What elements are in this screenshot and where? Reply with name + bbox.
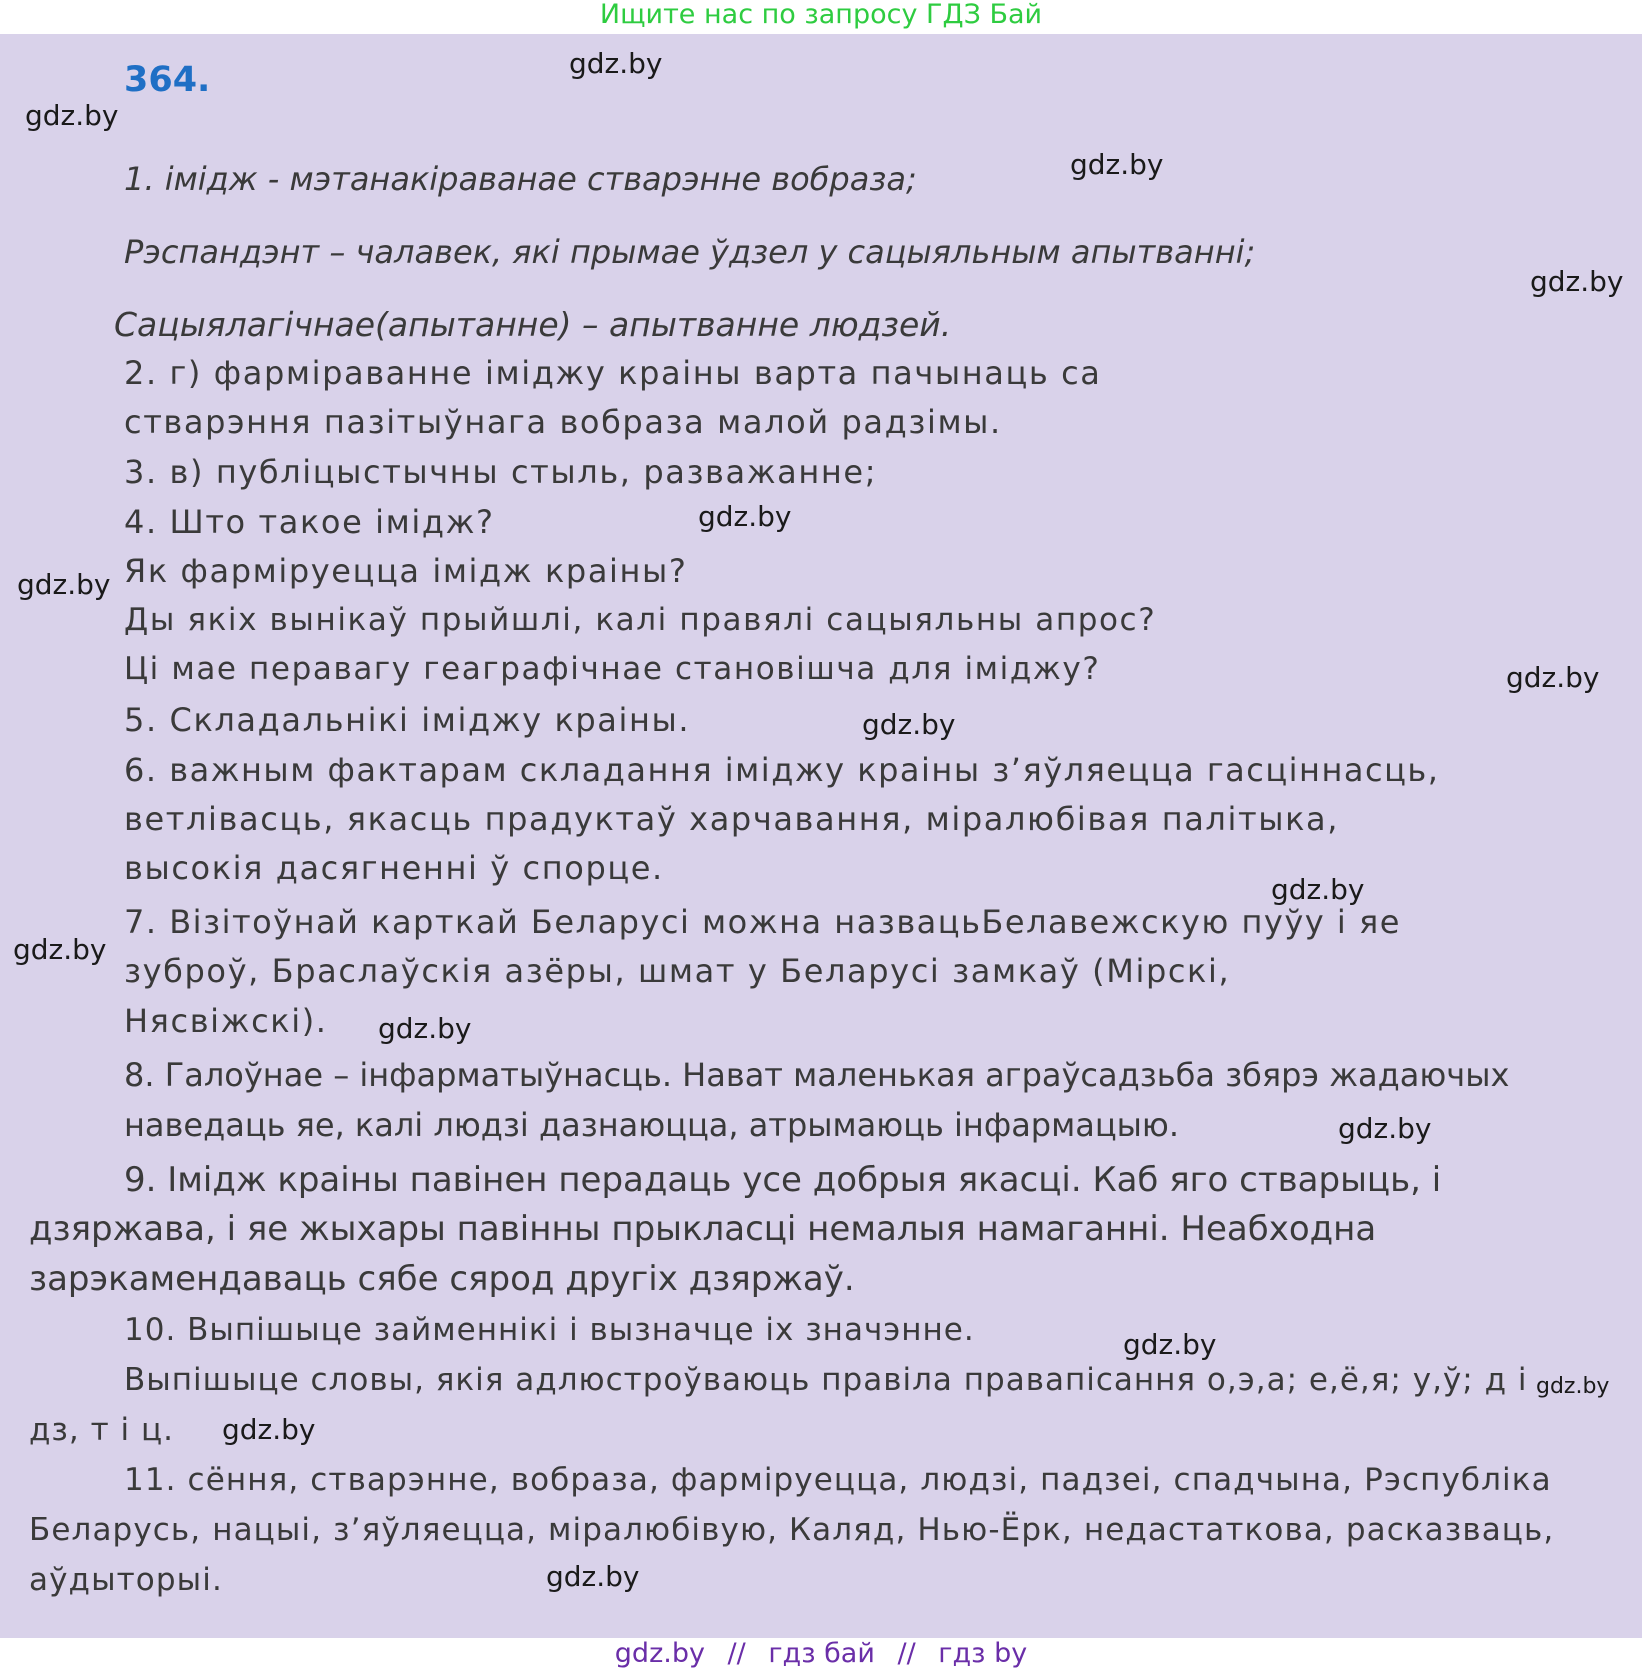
watermark: gdz.by: [862, 708, 956, 741]
answer-line-11: 5. Складальнікі іміджу краіны.: [124, 701, 691, 739]
answer-line-14: высокія дасягненні ў спорце.: [124, 849, 664, 887]
answer-line-19: наведаць яе, калі людзі дазнаюцца, атрымаюць інфармацыю.: [124, 1106, 1180, 1144]
footer: [0, 1638, 1642, 1671]
exercise-number: 364.: [124, 60, 211, 100]
watermark: gdz.by: [1530, 265, 1624, 298]
answer-line-24: Выпішыце словы, якія адлюстроўваюць правіла правапісання о,э,а; е,ё,я; у,ў; д і: [124, 1362, 1528, 1398]
answer-line-15: 7. Візітоўнай карткай Беларусі можна назвацьБелавежскую пуўу і яе: [124, 903, 1401, 941]
watermark: gdz.by: [25, 99, 119, 132]
watermark: gdz.by: [17, 568, 111, 601]
answer-line-5: стварэння пазітыўнага вобраза малой радзімы.: [124, 403, 1002, 441]
answer-line-4: 2. г) фарміраванне іміджу краіны варта пачынаць са: [124, 354, 1102, 392]
answer-line-10: Ці мае перавагу геаграфічнае становішча для іміджу?: [124, 651, 1101, 687]
answer-line-22: зарэкамендаваць сябе сярод другіх дзяржаў.: [29, 1259, 855, 1299]
answer-line-23: 10. Выпішыце займеннікі і вызначце іх значэнне.: [124, 1312, 975, 1348]
answer-line-9: Ды якіх вынікаў прыйшлі, калі правялі сацыяльны апрос?: [124, 602, 1157, 638]
answer-line-27: Беларусь, нацыі, з’яўляецца, міралюбівую, Каляд, Нью-Ёрк, недастаткова, расказваць,: [29, 1512, 1555, 1548]
answer-line-13: ветлівасць, якасць прадуктаў харчавання, міралюбівая палітыка,: [124, 800, 1339, 838]
watermark: gdz.by: [1506, 661, 1600, 694]
answer-line-26: 11. сёння, стварэнне, вобраза, фарміруецца, людзі, падзеі, спадчына, Рэспубліка: [124, 1462, 1552, 1498]
answer-line-28: аўдыторыі.: [29, 1562, 223, 1598]
watermark: gdz.by: [222, 1413, 316, 1446]
watermark: gdz.by: [1271, 873, 1365, 906]
answer-line-18: 8. Галоўнае – інфарматыўнасць. Нават маленькая аграўсадзьба збярэ жадаючых: [124, 1056, 1510, 1094]
answer-line-16: зуброў, Браслаўскія азёры, шмат у Беларусі замкаў (Мірскі,: [124, 952, 1231, 990]
answer-line-12: 6. важным фактарам складання іміджу краіны з’яўляецца гасціннасць,: [124, 751, 1440, 789]
footer-link-gdz-bai[interactable]: гдз бай: [768, 1638, 875, 1669]
footer-link-gdz-by-cyr[interactable]: гдз by: [938, 1638, 1028, 1669]
watermark: gdz.by: [1338, 1112, 1432, 1145]
watermark: gdz.by: [698, 500, 792, 533]
footer-separator: //: [727, 1638, 746, 1669]
watermark: gdz.by: [13, 933, 107, 966]
answer-line-21: дзяржава, і яе жыхары павінны прыкласці немалыя намаганні. Неабходна: [29, 1209, 1377, 1249]
top-banner: Ищите нас по запросу ГДЗ Бай: [599, 0, 1043, 30]
answer-line-25: дз, т і ц.: [29, 1412, 174, 1448]
watermark: gdz.by: [1070, 148, 1164, 181]
answer-line-1: 1. імідж - мэтанакіраванае стварэнне вобраза;: [124, 160, 917, 198]
watermark: gdz.by: [378, 1012, 472, 1045]
answer-line-7: 4. Што такое імідж?: [124, 503, 495, 541]
answer-line-8: Як фарміруецца імідж краіны?: [124, 552, 688, 590]
footer-separator: //: [897, 1638, 916, 1669]
answer-line-20: 9. Імідж краіны павінен перадаць усе добрыя якасці. Каб яго стварыць, і: [124, 1160, 1442, 1200]
answer-line-2: Рэспандэнт – чалавек, які прымае ўдзел у сацыяльным апытванні;: [124, 233, 1256, 271]
watermark: gdz.by: [546, 1560, 640, 1593]
answer-line-3: Сацыялагічнае(апытанне) – апытванне людзей.: [114, 305, 952, 344]
watermark: gdz.by: [1123, 1328, 1217, 1361]
footer-link-gdz-by[interactable]: gdz.by: [614, 1638, 705, 1669]
answer-line-6: 3. в) публіцыстычны стыль, разважанне;: [124, 453, 878, 491]
watermark: gdz.by: [569, 47, 663, 80]
watermark: gdz.by: [1536, 1374, 1610, 1399]
answer-line-17: Нясвіжскі).: [124, 1002, 328, 1040]
